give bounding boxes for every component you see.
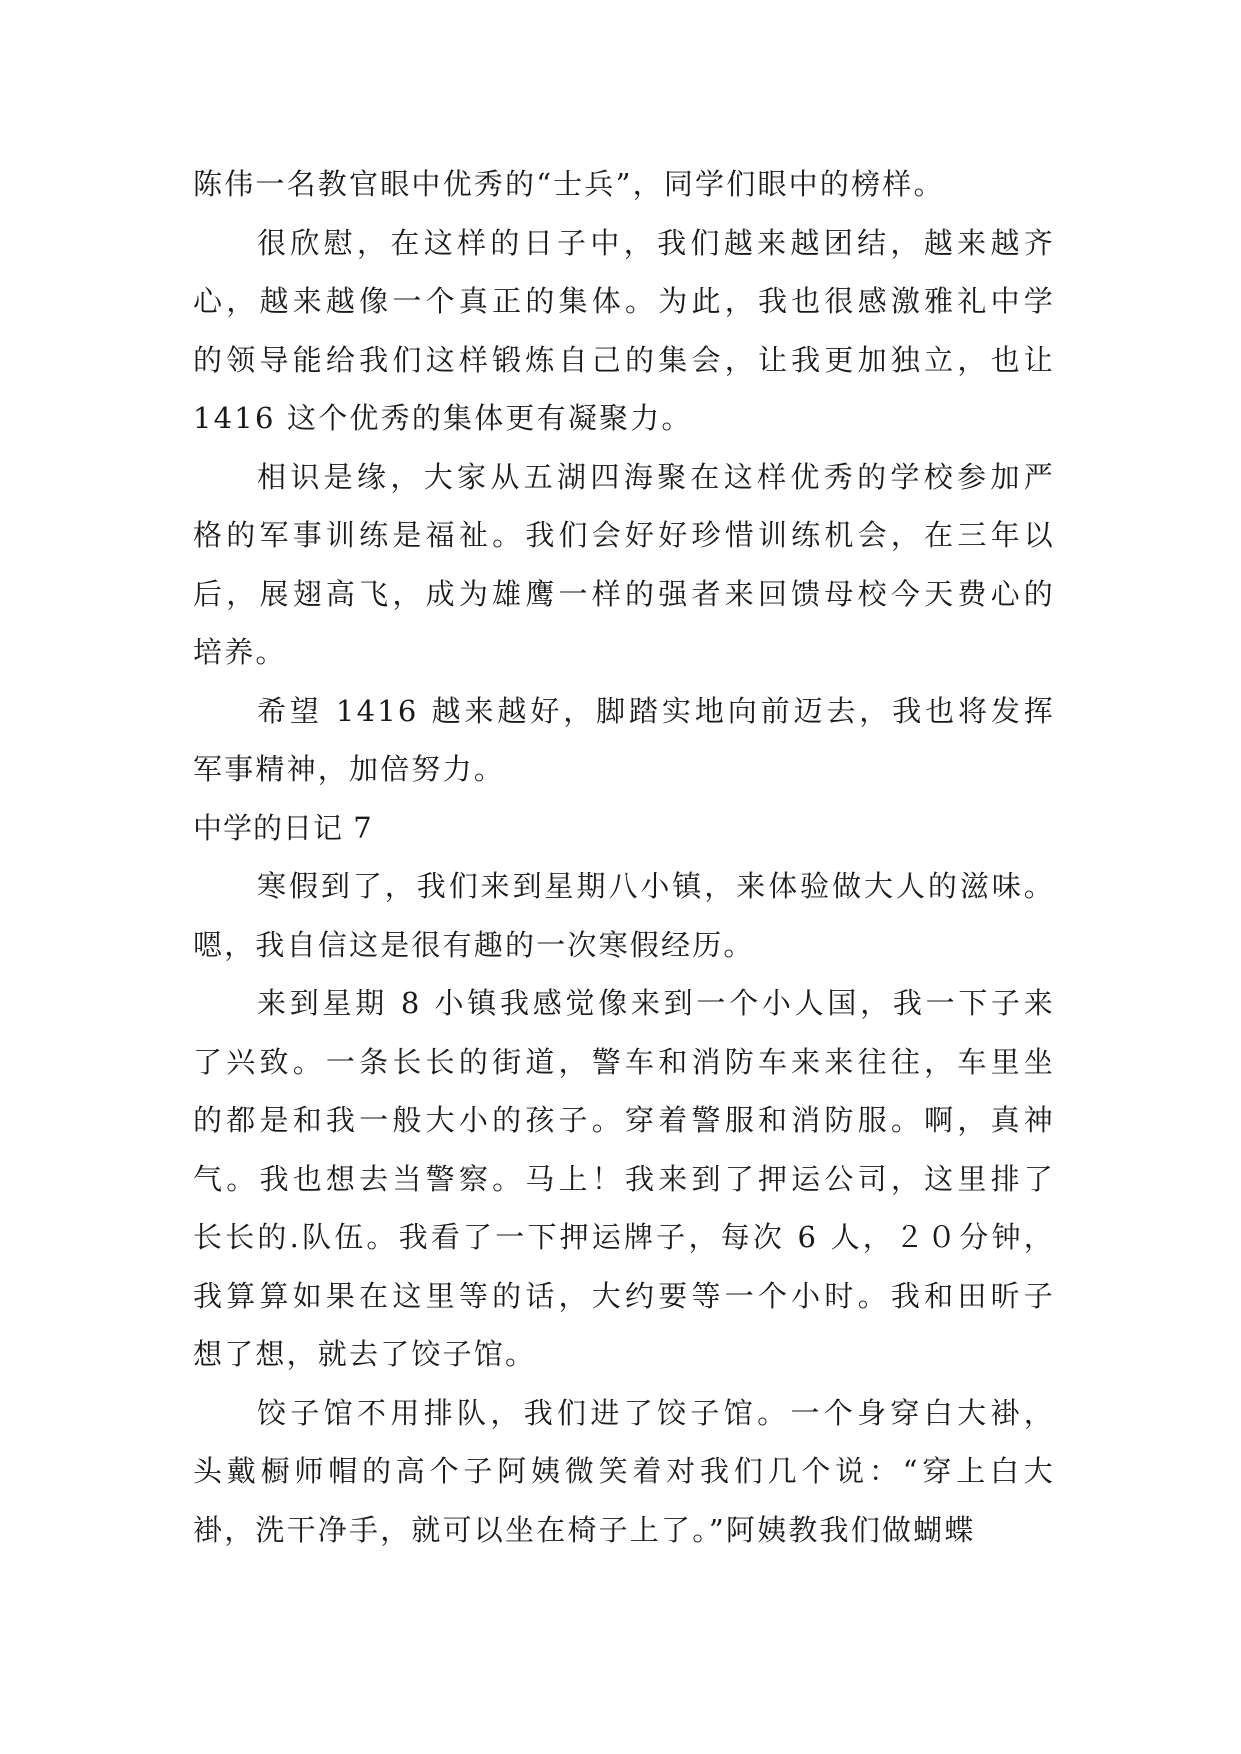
text-line: 想了想，就去了饺子馆。: [193, 1337, 537, 1371]
text-line: 的领导能给我们这样锻炼自己的集会，让我更加独立，也让: [193, 342, 1055, 377]
paragraph: [193, 857, 1055, 974]
text-line: 后，展翅高飞，成为雄鹰一样的强者来回馈母校今天费心的: [193, 576, 1055, 611]
text-line: 中学的日记 7: [193, 810, 373, 845]
paragraph: [193, 1384, 1055, 1560]
text-line: 培养。: [193, 635, 287, 669]
document-body: [193, 155, 1055, 1559]
text-line: 褂，洗干净手，就可以坐在椅子上了。”阿姨教我们做蝴蝶: [193, 1512, 976, 1547]
paragraph: [193, 214, 1055, 448]
text-line: 军事精神，加倍努力。: [193, 752, 506, 786]
text-line: 来到星期 8 小镇我感觉像来到一个小人国，我一下子来: [257, 986, 1055, 1020]
text-line: 寒假到了，我们来到星期八小镇，来体验做大人的滋味。: [257, 869, 1055, 903]
text-line: 长长的.队伍。我看了一下押运牌子，每次 6 人，２０分钟，: [193, 1220, 1055, 1254]
paragraph: [193, 155, 1055, 214]
text-line: 希望 1416 越来越好，脚踏实地向前迈去，我也将发挥: [257, 693, 1055, 728]
text-line: 气。我也想去当警察。马上！我来到了押运公司，这里排了: [193, 1161, 1055, 1196]
section-heading: [193, 799, 1055, 858]
paragraph: [193, 682, 1055, 799]
text-line: 的都是和我一般大小的孩子。穿着警服和消防服。啊，真神: [193, 1103, 1055, 1137]
text-line: 陈伟一名教官眼中优秀的“士兵”，同学们眼中的榜样。: [193, 167, 945, 201]
text-line: 相识是缘，大家从五湖四海聚在这样优秀的学校参加严: [257, 459, 1055, 494]
paragraph: [193, 448, 1055, 682]
paragraph: [193, 974, 1055, 1384]
text-line: 我算算如果在这里等的话，大约要等一个小时。我和田昕子: [193, 1278, 1055, 1313]
text-line: 了兴致。一条长长的街道，警车和消防车来来往往，车里坐: [193, 1044, 1055, 1079]
text-line: 格的军事训练是福祉。我们会好好珍惜训练机会，在三年以: [193, 518, 1055, 552]
text-line: 1416 这个优秀的集体更有凝聚力。: [193, 401, 693, 435]
text-line: 很欣慰，在这样的日子中，我们越来越团结，越来越齐: [257, 225, 1055, 260]
text-line: 心，越来越像一个真正的集体。为此，我也很感激雅礼中学: [193, 284, 1055, 318]
text-line: 饺子馆不用排队，我们进了饺子馆。一个身穿白大褂，: [257, 1395, 1055, 1430]
text-line: 头戴橱师帽的高个子阿姨微笑着对我们几个说：“穿上白大: [193, 1454, 1055, 1488]
text-line: 嗯，我自信这是很有趣的一次寒假经历。: [193, 927, 755, 962]
